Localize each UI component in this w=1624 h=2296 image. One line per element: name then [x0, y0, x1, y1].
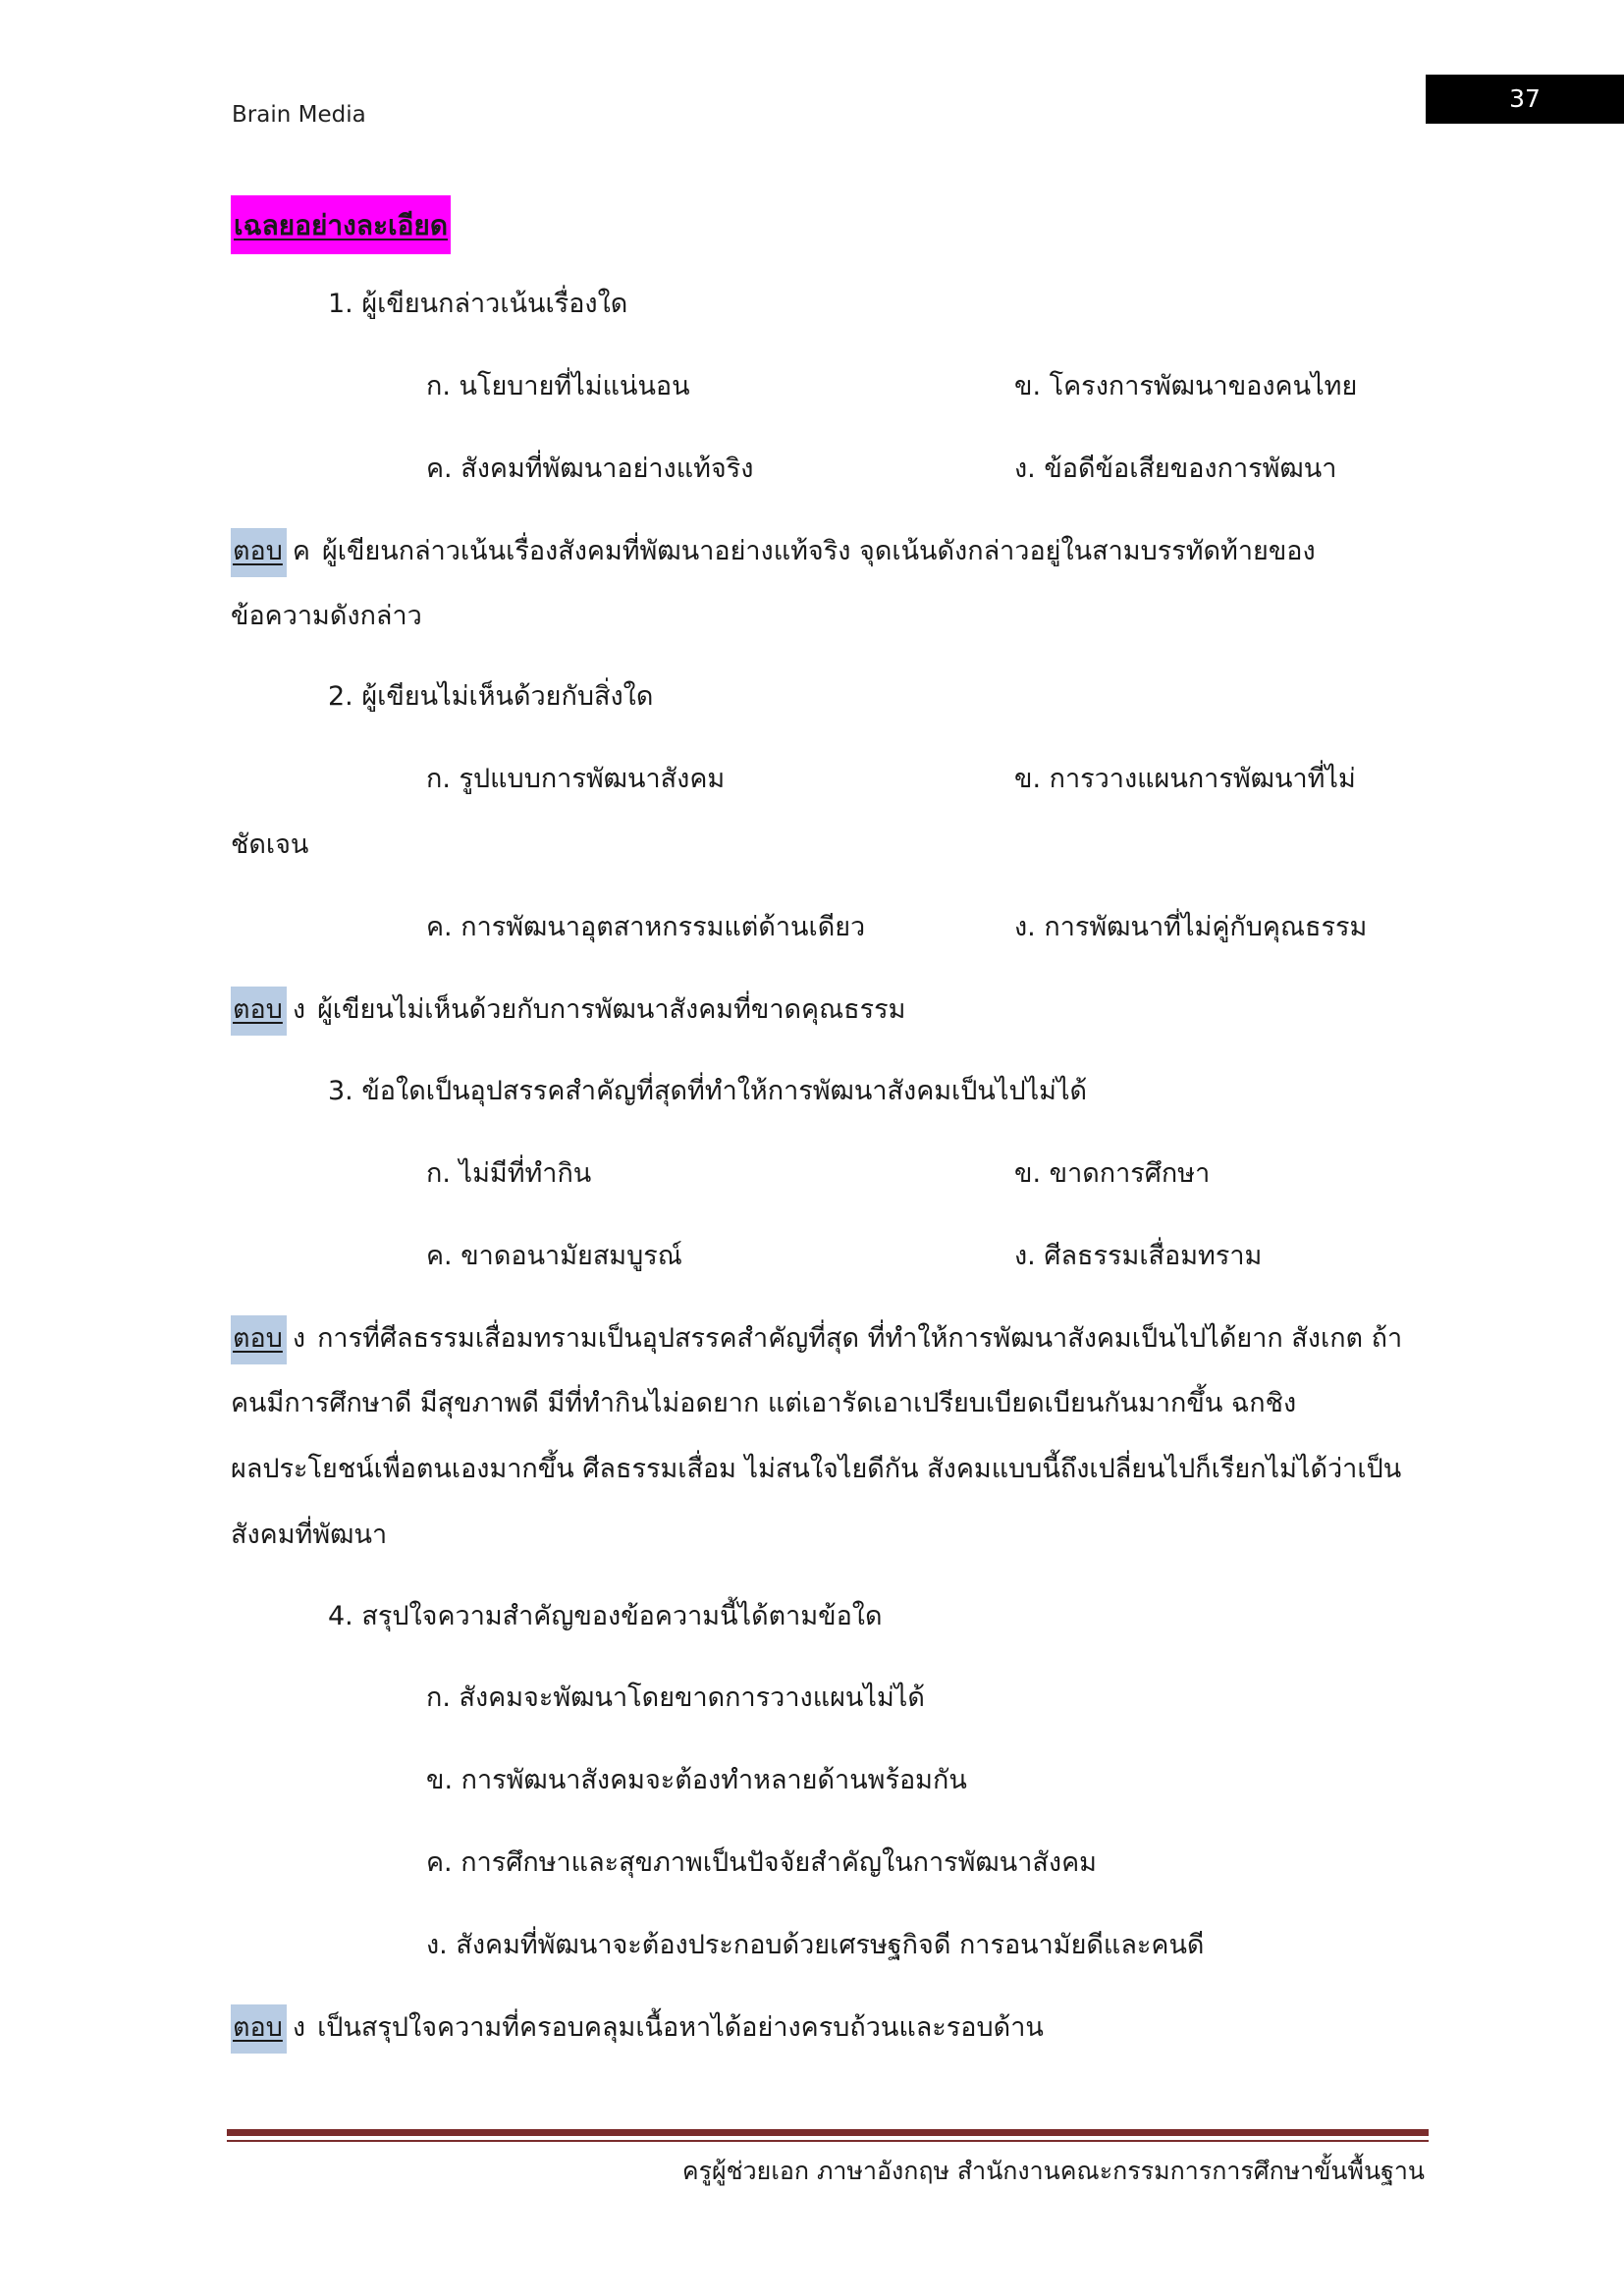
q2-option-d: ง. การพัฒนาที่ไม่คู่กับคุณธรรม: [1014, 912, 1368, 942]
q1-answer: [231, 528, 1316, 577]
answer-label: ตอบ: [231, 528, 287, 577]
q3-answer-letter: ง: [292, 1323, 306, 1354]
q3-option-d: ง. ศีลธรรมเสื่อมทราม: [1014, 1241, 1263, 1271]
header-brand: Brain Media: [232, 102, 366, 128]
q3-option-c: ค. ขาดอนามัยสมบูรณ์: [426, 1241, 682, 1271]
q4-option-d: ง. สังคมที่พัฒนาจะต้องประกอบด้วยเศรษฐกิจดี การอนามัยดีและคนดี: [426, 1930, 1205, 1960]
q4-answer: [231, 2004, 1044, 2054]
section-title: เฉลยอย่างละเอียด: [231, 195, 451, 254]
q3-question: 3. ข้อใดเป็นอุปสรรคสำคัญที่สุดที่ทำให้การพัฒนาสังคมเป็นไปไม่ได้: [328, 1076, 1088, 1106]
q3-option-a: ก. ไม่มีที่ทำกิน: [426, 1158, 592, 1189]
q1-answer-letter: ค: [292, 536, 310, 566]
q1-option-a: ก. นโยบายที่ไม่แน่นอน: [426, 371, 690, 401]
q2-answer-letter: ง: [292, 994, 306, 1025]
q2-question: 2. ผู้เขียนไม่เห็นด้วยกับสิ่งใด: [328, 681, 654, 712]
q1-option-d: ง. ข้อดีข้อเสียของการพัฒนา: [1014, 454, 1337, 484]
q1-question: 1. ผู้เขียนกล่าวเน้นเรื่องใด: [328, 289, 628, 319]
q2-option-b: ข. การวางแผนการพัฒนาที่ไม่: [1014, 764, 1356, 794]
q1-explanation-line-1: ผู้เขียนกล่าวเน้นเรื่องสังคมที่พัฒนาอย่างแท้จริง จุดเน้นดังกล่าวอยู่ในสามบรรทัดท้ายของ: [321, 536, 1316, 566]
q1-option-c: ค. สังคมที่พัฒนาอย่างแท้จริง: [426, 454, 754, 484]
q2-answer: [231, 987, 905, 1036]
q4-answer-letter: ง: [292, 2012, 306, 2043]
answer-label: ตอบ: [231, 987, 287, 1036]
footer-text: ครูผู้ช่วยเอก ภาษาอังกฤษ สำนักงานคณะกรรมการการศึกษาขั้นพื้นฐาน: [681, 2157, 1425, 2185]
q2-option-b-continued: ชัดเจน: [231, 829, 309, 860]
q2-option-c: ค. การพัฒนาอุตสาหกรรมแต่ด้านเดียว: [426, 912, 866, 942]
q3-explanation-line-3: ผลประโยชน์เพื่อตนเองมากขึ้น ศีลธรรมเสื่อม ไม่สนใจไยดีกัน สังคมแบบนี้ถึงเปลี่ยนไปก็เรียกไม่ได้ว่าเป็น: [231, 1454, 1402, 1484]
q4-option-b: ข. การพัฒนาสังคมจะต้องทำหลายด้านพร้อมกัน: [426, 1765, 967, 1795]
q3-explanation-line-4: สังคมที่พัฒนา: [231, 1520, 388, 1550]
footer-rule-thick: [227, 2129, 1429, 2136]
q2-option-a: ก. รูปแบบการพัฒนาสังคม: [426, 764, 726, 794]
q4-option-c: ค. การศึกษาและสุขภาพเป็นปัจจัยสำคัญในการพัฒนาสังคม: [426, 1847, 1097, 1878]
q4-question: 4. สรุปใจความสำคัญของข้อความนี้ได้ตามข้อใด: [328, 1601, 883, 1631]
q3-explanation-line-2: คนมีการศึกษาดี มีสุขภาพดี มีที่ทำกินไม่อดยาก แต่เอารัดเอาเปรียบเบียดเบียนกันมากขึ้น ฉกชิง: [231, 1388, 1297, 1418]
q1-explanation-line-2: ข้อความดังกล่าว: [231, 601, 422, 631]
footer-rule-thin: [227, 2140, 1429, 2142]
q2-explanation-line-1: ผู้เขียนไม่เห็นด้วยกับการพัฒนาสังคมที่ขาดคุณธรรม: [317, 994, 906, 1025]
q3-option-b: ข. ขาดการศึกษา: [1014, 1158, 1211, 1189]
answer-label: ตอบ: [231, 2004, 287, 2054]
q3-answer: [231, 1315, 1402, 1364]
page-number: 37: [1426, 75, 1624, 124]
q4-explanation-line-1: เป็นสรุปใจความที่ครอบคลุมเนื้อหาได้อย่างครบถ้วนและรอบด้าน: [317, 2012, 1044, 2043]
q4-option-a: ก. สังคมจะพัฒนาโดยขาดการวางแผนไม่ได้: [426, 1682, 925, 1713]
q3-explanation-line-1: การที่ศีลธรรมเสื่อมทรามเป็นอุปสรรคสำคัญที่สุด ที่ทำให้การพัฒนาสังคมเป็นไปได้ยาก สังเกต ถ้า: [317, 1323, 1403, 1354]
q1-option-b: ข. โครงการพัฒนาของคนไทย: [1014, 371, 1358, 401]
answer-label: ตอบ: [231, 1315, 287, 1364]
